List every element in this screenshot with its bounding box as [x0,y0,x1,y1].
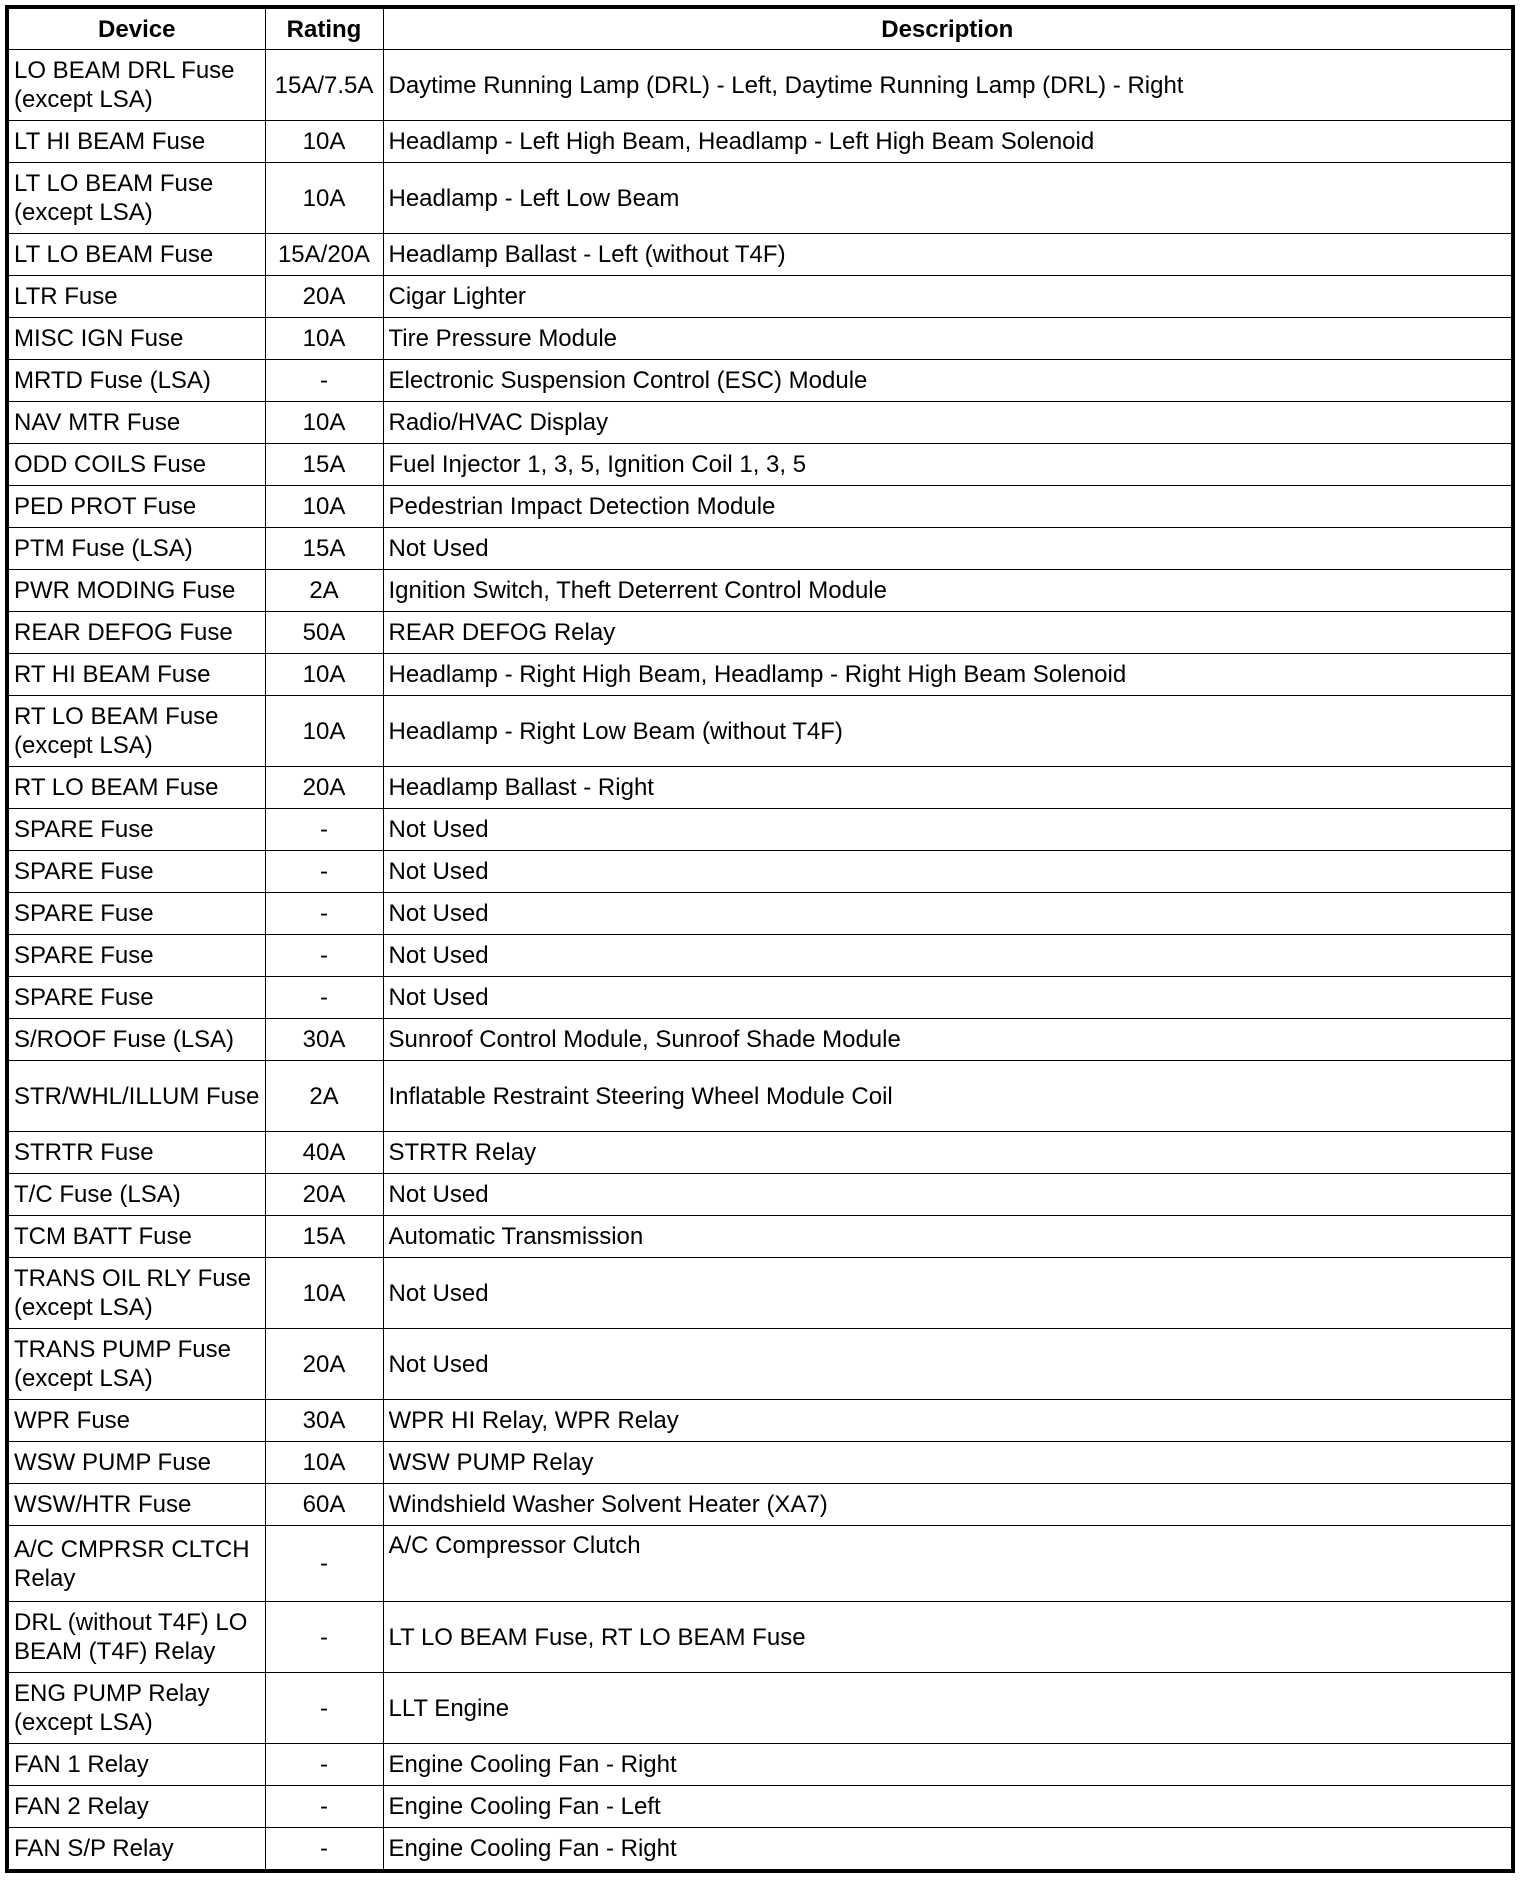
table-row [7,402,1513,444]
cell-device: PTM Fuse (LSA) [7,528,265,570]
cell-description: Ignition Switch, Theft Deterrent Control Module [383,570,1513,612]
cell-device: FAN S/P Relay [7,1828,265,1872]
table-row [7,1828,1513,1872]
cell-description: Not Used [383,1329,1513,1400]
table-row [7,612,1513,654]
table-row [7,1216,1513,1258]
table-row [7,1602,1513,1673]
cell-rating: 30A [265,1019,383,1061]
cell-rating: - [265,977,383,1019]
header-row [7,7,1513,50]
table-row [7,1526,1513,1602]
cell-device: STR/WHL/ILLUM Fuse [7,1061,265,1132]
cell-device: MISC IGN Fuse [7,318,265,360]
cell-device: SPARE Fuse [7,893,265,935]
table-row [7,1329,1513,1400]
cell-rating: 15A [265,528,383,570]
table-row [7,50,1513,121]
cell-device: A/C CMPRSR CLTCH Relay [7,1526,265,1602]
cell-rating: 15A [265,1216,383,1258]
table-row [7,696,1513,767]
table-row [7,1744,1513,1786]
table-row [7,1019,1513,1061]
cell-device: LT LO BEAM Fuse (except LSA) [7,163,265,234]
cell-rating: - [265,1673,383,1744]
cell-device: FAN 2 Relay [7,1786,265,1828]
cell-rating: 10A [265,1258,383,1329]
cell-rating: - [265,809,383,851]
cell-rating: - [265,1526,383,1602]
cell-description: Headlamp - Right Low Beam (without T4F) [383,696,1513,767]
cell-description: LT LO BEAM Fuse, RT LO BEAM Fuse [383,1602,1513,1673]
cell-rating: 15A/7.5A [265,50,383,121]
cell-rating: 20A [265,767,383,809]
cell-device: T/C Fuse (LSA) [7,1174,265,1216]
cell-device: PWR MODING Fuse [7,570,265,612]
cell-device: PED PROT Fuse [7,486,265,528]
cell-description: Radio/HVAC Display [383,402,1513,444]
cell-description: Tire Pressure Module [383,318,1513,360]
cell-description: Sunroof Control Module, Sunroof Shade Module [383,1019,1513,1061]
fuse-relay-table [5,5,1515,1873]
table-row [7,276,1513,318]
cell-description: Inflatable Restraint Steering Wheel Module Coil [383,1061,1513,1132]
cell-description: REAR DEFOG Relay [383,612,1513,654]
table-row [7,654,1513,696]
cell-rating: 2A [265,1061,383,1132]
table-row [7,977,1513,1019]
cell-rating: 10A [265,318,383,360]
cell-rating: 10A [265,696,383,767]
cell-description: Fuel Injector 1, 3, 5, Ignition Coil 1, 3, 5 [383,444,1513,486]
cell-description: Headlamp - Right High Beam, Headlamp - Right High Beam Solenoid [383,654,1513,696]
cell-rating: 15A [265,444,383,486]
cell-rating: 10A [265,163,383,234]
cell-device: RT HI BEAM Fuse [7,654,265,696]
cell-description: Not Used [383,893,1513,935]
cell-description: Engine Cooling Fan - Right [383,1828,1513,1872]
table-row [7,1174,1513,1216]
cell-rating: 20A [265,1329,383,1400]
cell-description: Cigar Lighter [383,276,1513,318]
table-row [7,893,1513,935]
cell-rating: 20A [265,276,383,318]
cell-description: Headlamp Ballast - Left (without T4F) [383,234,1513,276]
header-device: Device [7,7,265,50]
cell-description: Headlamp - Left High Beam, Headlamp - Left High Beam Solenoid [383,121,1513,163]
cell-device: NAV MTR Fuse [7,402,265,444]
cell-rating: - [265,360,383,402]
cell-device: LTR Fuse [7,276,265,318]
cell-rating: - [265,1744,383,1786]
cell-device: SPARE Fuse [7,977,265,1019]
table-row [7,1673,1513,1744]
table-row [7,935,1513,977]
cell-description: Headlamp - Left Low Beam [383,163,1513,234]
cell-device: ODD COILS Fuse [7,444,265,486]
table-row [7,1061,1513,1132]
cell-device: STRTR Fuse [7,1132,265,1174]
cell-device: LO BEAM DRL Fuse (except LSA) [7,50,265,121]
cell-description: Automatic Transmission [383,1216,1513,1258]
cell-description: A/C Compressor Clutch [383,1526,1513,1602]
cell-description: Electronic Suspension Control (ESC) Module [383,360,1513,402]
cell-description: Not Used [383,935,1513,977]
cell-rating: 30A [265,1400,383,1442]
cell-rating: 10A [265,402,383,444]
cell-device: FAN 1 Relay [7,1744,265,1786]
cell-rating: - [265,893,383,935]
table-row [7,528,1513,570]
table-row [7,163,1513,234]
table-row [7,486,1513,528]
table-row [7,1132,1513,1174]
cell-rating: 60A [265,1484,383,1526]
cell-device: DRL (without T4F) LO BEAM (T4F) Relay [7,1602,265,1673]
cell-device: RT LO BEAM Fuse (except LSA) [7,696,265,767]
cell-rating: - [265,1786,383,1828]
cell-device: REAR DEFOG Fuse [7,612,265,654]
cell-device: LT HI BEAM Fuse [7,121,265,163]
cell-device: WSW/HTR Fuse [7,1484,265,1526]
cell-rating: 10A [265,121,383,163]
cell-rating: - [265,851,383,893]
table-row [7,121,1513,163]
cell-device: WSW PUMP Fuse [7,1442,265,1484]
cell-device: LT LO BEAM Fuse [7,234,265,276]
cell-description: LLT Engine [383,1673,1513,1744]
cell-rating: 50A [265,612,383,654]
cell-device: MRTD Fuse (LSA) [7,360,265,402]
table-row [7,767,1513,809]
header-description: Description [383,7,1513,50]
cell-device: ENG PUMP Relay (except LSA) [7,1673,265,1744]
table-row [7,570,1513,612]
table-row [7,1258,1513,1329]
table-row [7,851,1513,893]
cell-rating: 2A [265,570,383,612]
cell-description: Pedestrian Impact Detection Module [383,486,1513,528]
cell-rating: 15A/20A [265,234,383,276]
cell-description: Not Used [383,977,1513,1019]
cell-rating: - [265,1828,383,1872]
cell-rating: 40A [265,1132,383,1174]
table-row [7,1786,1513,1828]
cell-device: RT LO BEAM Fuse [7,767,265,809]
cell-device: SPARE Fuse [7,851,265,893]
cell-device: WPR Fuse [7,1400,265,1442]
cell-description: Not Used [383,809,1513,851]
cell-device: TCM BATT Fuse [7,1216,265,1258]
table-row [7,444,1513,486]
cell-rating: - [265,935,383,977]
cell-rating: - [265,1602,383,1673]
cell-device: S/ROOF Fuse (LSA) [7,1019,265,1061]
cell-rating: 20A [265,1174,383,1216]
cell-description: WSW PUMP Relay [383,1442,1513,1484]
table-row [7,1400,1513,1442]
header-rating: Rating [265,7,383,50]
table-row [7,318,1513,360]
cell-description: Headlamp Ballast - Right [383,767,1513,809]
cell-rating: 10A [265,486,383,528]
cell-description: Engine Cooling Fan - Right [383,1744,1513,1786]
cell-description: Not Used [383,1174,1513,1216]
cell-device: TRANS PUMP Fuse (except LSA) [7,1329,265,1400]
cell-description: Not Used [383,1258,1513,1329]
cell-rating: 10A [265,654,383,696]
cell-description: Not Used [383,851,1513,893]
cell-device: SPARE Fuse [7,809,265,851]
cell-description: STRTR Relay [383,1132,1513,1174]
table-row [7,360,1513,402]
table-row [7,809,1513,851]
cell-rating: 10A [265,1442,383,1484]
cell-description: Engine Cooling Fan - Left [383,1786,1513,1828]
table-row [7,1442,1513,1484]
cell-description: Windshield Washer Solvent Heater (XA7) [383,1484,1513,1526]
table-row [7,1484,1513,1526]
cell-device: SPARE Fuse [7,935,265,977]
cell-device: TRANS OIL RLY Fuse (except LSA) [7,1258,265,1329]
table-row [7,234,1513,276]
cell-description: Daytime Running Lamp (DRL) - Left, Daytime Running Lamp (DRL) - Right [383,50,1513,121]
cell-description: Not Used [383,528,1513,570]
cell-description: WPR HI Relay, WPR Relay [383,1400,1513,1442]
